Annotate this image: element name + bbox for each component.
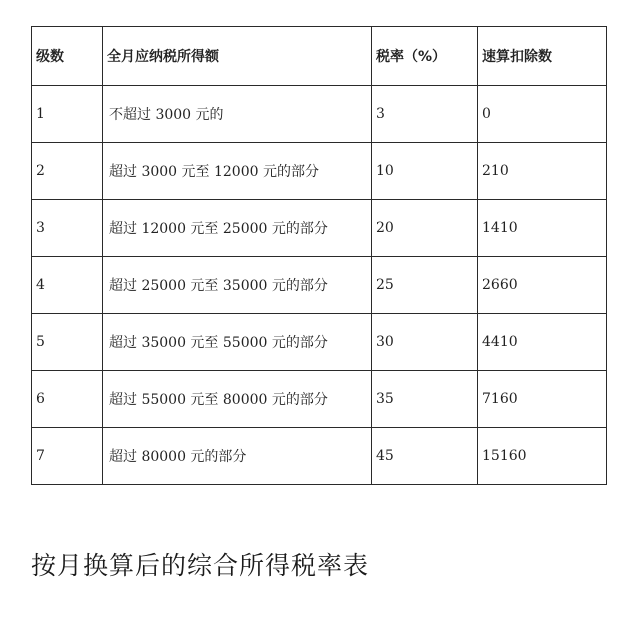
cell-level: 3 <box>32 200 103 257</box>
cell-range: 超过 3000 元至 12000 元的部分 <box>103 143 372 200</box>
cell-rate: 35 <box>372 371 478 428</box>
table-row <box>32 143 607 200</box>
header-level: 级数 <box>32 27 103 86</box>
cell-level: 4 <box>32 257 103 314</box>
cell-level: 6 <box>32 371 103 428</box>
cell-deduction: 4410 <box>478 314 607 371</box>
header-taxable-income: 全月应纳税所得额 <box>103 27 372 86</box>
cell-rate: 10 <box>372 143 478 200</box>
table-row <box>32 314 607 371</box>
cell-deduction: 2660 <box>478 257 607 314</box>
cell-level: 2 <box>32 143 103 200</box>
table-caption: 按月换算后的综合所得税率表 <box>31 551 370 580</box>
cell-range: 不超过 3000 元的 <box>103 86 372 143</box>
table-row <box>32 86 607 143</box>
cell-range: 超过 35000 元至 55000 元的部分 <box>103 314 372 371</box>
cell-rate: 30 <box>372 314 478 371</box>
cell-rate: 3 <box>372 86 478 143</box>
cell-rate: 45 <box>372 428 478 485</box>
cell-rate: 25 <box>372 257 478 314</box>
cell-range: 超过 25000 元至 35000 元的部分 <box>103 257 372 314</box>
header-quick-deduction: 速算扣除数 <box>478 27 607 86</box>
cell-range: 超过 12000 元至 25000 元的部分 <box>103 200 372 257</box>
cell-deduction: 7160 <box>478 371 607 428</box>
cell-deduction: 1410 <box>478 200 607 257</box>
cell-deduction: 210 <box>478 143 607 200</box>
cell-range: 超过 55000 元至 80000 元的部分 <box>103 371 372 428</box>
table-header-row <box>32 27 607 86</box>
cell-range: 超过 80000 元的部分 <box>103 428 372 485</box>
table-row <box>32 200 607 257</box>
table-row <box>32 257 607 314</box>
cell-level: 1 <box>32 86 103 143</box>
table-row <box>32 428 607 485</box>
cell-level: 7 <box>32 428 103 485</box>
cell-rate: 20 <box>372 200 478 257</box>
cell-level: 5 <box>32 314 103 371</box>
table-row <box>32 371 607 428</box>
header-tax-rate: 税率（%） <box>372 27 478 86</box>
cell-deduction: 15160 <box>478 428 607 485</box>
tax-rate-table <box>31 26 607 485</box>
cell-deduction: 0 <box>478 86 607 143</box>
